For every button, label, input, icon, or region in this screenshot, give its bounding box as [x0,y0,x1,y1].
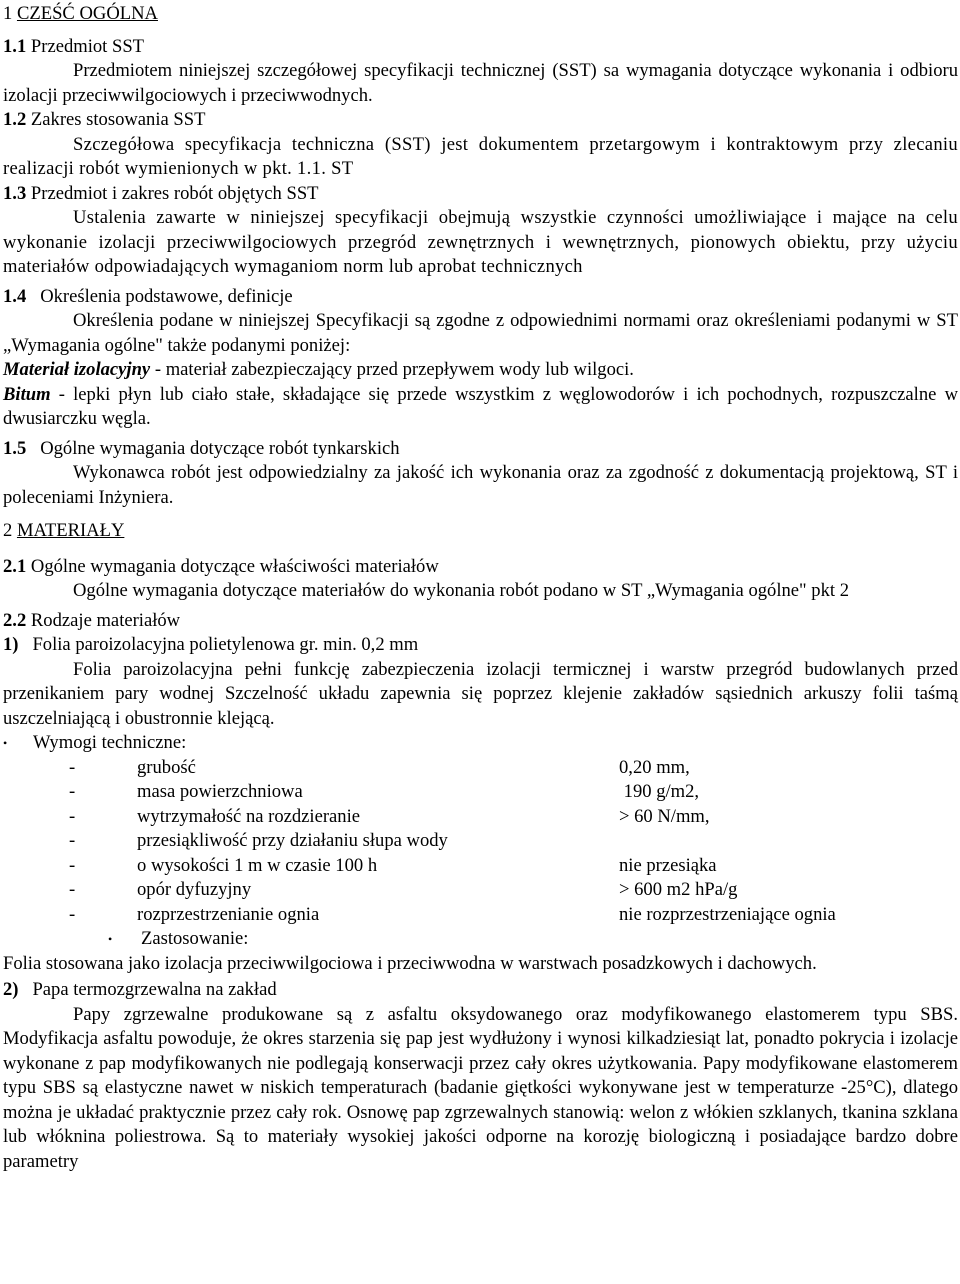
requirement-dash: - [69,830,76,851]
section-1-3-title: Przedmiot i zakres robót objętych SST [30,182,319,204]
requirement-name: przesiąkliwość przy działaniu słupa wody [137,830,448,851]
section-2-2-number: 2.2 [3,609,27,631]
requirement-dash: - [69,805,76,827]
section-1-3-number: 1.3 [3,182,27,204]
section-1-3-body: Ustalenia zawarte w niniejszej specyfikacji obejmują wszystkie czynności umożliwiające i mające na celu wykonanie izolacji przeciwwilgociowych przegród zewnętrznych i wewnętrznych, pionowych obiektu, przy użyciu materiałów odpowiadających wymaganiom norm lub aprobat technicznych [3,207,958,277]
requirement-name: masa powierzchniowa [137,781,303,802]
requirement-dash: - [69,903,76,925]
requirement-dash: - [69,781,76,802]
section-1-1-number: 1.1 [3,35,27,57]
material-1-heading [3,633,958,658]
section-1-5-title: Ogólne wymagania dotyczące robót tynkarskich [40,437,400,459]
section-1-number: 1 [3,3,13,24]
section-2-1-title: Ogólne wymagania dotyczące właściwości materiałów [30,555,439,577]
material-1-title: Folia paroizolacyjna polietylenowa gr. min. 0,2 mm [32,634,419,655]
requirements-heading [3,731,958,756]
requirement-row [3,878,958,903]
requirement-dash: - [69,756,76,778]
requirement-value: 190 g/m2, [619,781,700,802]
material-2-number: 2) [3,979,19,1000]
section-1-1-body: Przedmiotem niniejszej szczegółowej specyfikacji technicznej (SST) sa wymagania dotyczące wykonania i odbioru izolacji przeciwwilgociowych i przeciwwodnych. [3,60,958,106]
requirement-name: rozprzestrzenianie ognia [137,903,320,925]
definition-material-text: - materiał zabezpieczający przed przepływem wody lub wilgoci. [150,359,634,380]
section-2-2-heading [3,609,958,634]
section-1-title: CZEŚĆ OGÓLNA [16,3,158,24]
definition-bitum-text: - lepki płyn lub ciało stałe, składające się przede wszystkim z węglowodorów i ich pochodnych, rozpuszczalne w dwusiarczku węgla. [3,383,958,429]
requirement-value [737,829,958,854]
requirement-name: o wysokości 1 m w czasie 100 h [137,854,378,876]
requirements-list [3,756,958,928]
definition-material [3,358,958,383]
requirement-name: opór dyfuzyjny [137,879,252,900]
section-1-4-title: Określenia podstawowe, definicje [40,285,293,307]
requirement-name: grubość [137,756,196,778]
section-2-number: 2 [3,520,13,541]
usage-heading [3,927,958,952]
definition-bitum [3,383,958,432]
requirement-dash: - [69,879,76,900]
section-1-5-body: Wykonawca robót jest odpowiedzialny za jakość ich wykonania oraz za zgodność z dokumentacją projektową, ST i poleceniami Inżyniera. [3,462,958,508]
section-1-heading [3,2,958,27]
section-2-2-title: Rodzaje materiałów [30,609,181,631]
material-2-title: Papa termozgrzewalna na zakład [32,979,277,1000]
requirement-row [3,805,958,830]
section-1-1-heading [3,35,958,60]
material-2-body: Papy zgrzewalne produkowane są z asfaltu oksydowanego oraz modyfikowanego elastomerem typu SBS. Modyfikacja asfaltu powoduje, że okres starzenia się pap jest wydłużony i wynosi kilkadziesiąt lat, ponadto pokrycia i izolacje wykonane z pap modyfikowanych nie podlegają konserwacji przez cały okres użytkowania. Papy modyfikowane elastomerem typu SBS są elastyczne nawet w niskich temperaturach (badanie giętkości wykonywane jest w temperaturze -25°C), dlatego można je układać praktycznie przez cały rok. Osnowę pap zgrzewalnych stanowią: welon z włókien szklanych, tkanina szklana lub włóknina poliestrowa. Są to materiały wysokiej jakości odporne na korozję biologiczną i posiadające bardzo dobre parametry [3,1003,958,1172]
requirement-row [3,854,958,879]
document-page [3,2,958,1174]
section-1-4-heading [3,285,958,310]
section-1-5-heading [3,437,958,462]
requirement-dash: - [69,854,76,876]
definition-material-term: Materiał izolacyjny [3,359,151,380]
section-1-5-number: 1.5 [3,437,27,459]
section-1-4-number: 1.4 [3,285,27,307]
usage-title: Zastosowanie: [141,928,249,949]
requirement-row [3,829,958,854]
section-1-3-heading [3,182,958,207]
section-2-1-number: 2.1 [3,555,27,577]
requirement-value: > 600 m2 hPa/g [619,879,738,900]
requirements-bullet: • [3,736,8,750]
requirement-value: nie przesiąka [619,854,717,876]
requirement-row [3,756,958,781]
material-1-body: Folia paroizolacyjna pełni funkcję zabezpieczenia izolacji termicznej i warstw przegród budowlanych przed przenikaniem pary wodnej Szczelność układu zapewnia się poprzez klejenie zakładów sąsiednich arkuszy folii taśmą uszczelniającą i obustronnie klejącą. [3,658,958,729]
section-2-1-heading [3,555,958,580]
section-1-1-title: Przedmiot SST [30,35,145,57]
requirement-value: 0,20 mm, [619,756,690,778]
requirement-row [3,780,958,805]
usage-body: Folia stosowana jako izolacja przeciwwilgociowa i przeciwwodna w warstwach posadzkowych i dachowych. [3,952,817,974]
requirements-title: Wymogi techniczne: [33,732,187,753]
section-1-4-body: Określenia podane w niniejszej Specyfikacji są zgodne z odpowiednimi normami oraz określeniami podanymi w ST „Wymagania ogólne" także podanymi poniżej: [3,310,958,356]
section-1-2-title: Zakres stosowania SST [30,109,206,130]
requirement-name: wytrzymałość na rozdzieranie [137,805,361,827]
section-2-title: MATERIAŁY [16,520,125,541]
section-2-heading [3,519,958,544]
usage-bullet: • [108,932,113,946]
section-1-2-body: Szczegółowa specyfikacja techniczna (SST) jest dokumentem przetargowym i kontraktowym przy zlecaniu realizacji robót wymienionych w pkt. 1.1. ST [3,133,958,179]
requirement-value: > 60 N/mm, [619,805,710,827]
section-1-2-heading [3,108,958,133]
material-1-number: 1) [3,634,19,655]
section-2-1-body: Ogólne wymagania dotyczące materiałów do wykonania robót podano w ST „Wymagania ogólne" pkt 2 [73,580,849,601]
definition-bitum-term: Bitum [3,383,51,405]
material-2-heading [3,978,958,1003]
section-1-2-number: 1.2 [3,109,27,130]
requirement-row [3,903,958,928]
requirement-value: nie rozprzestrzeniające ognia [619,903,836,925]
